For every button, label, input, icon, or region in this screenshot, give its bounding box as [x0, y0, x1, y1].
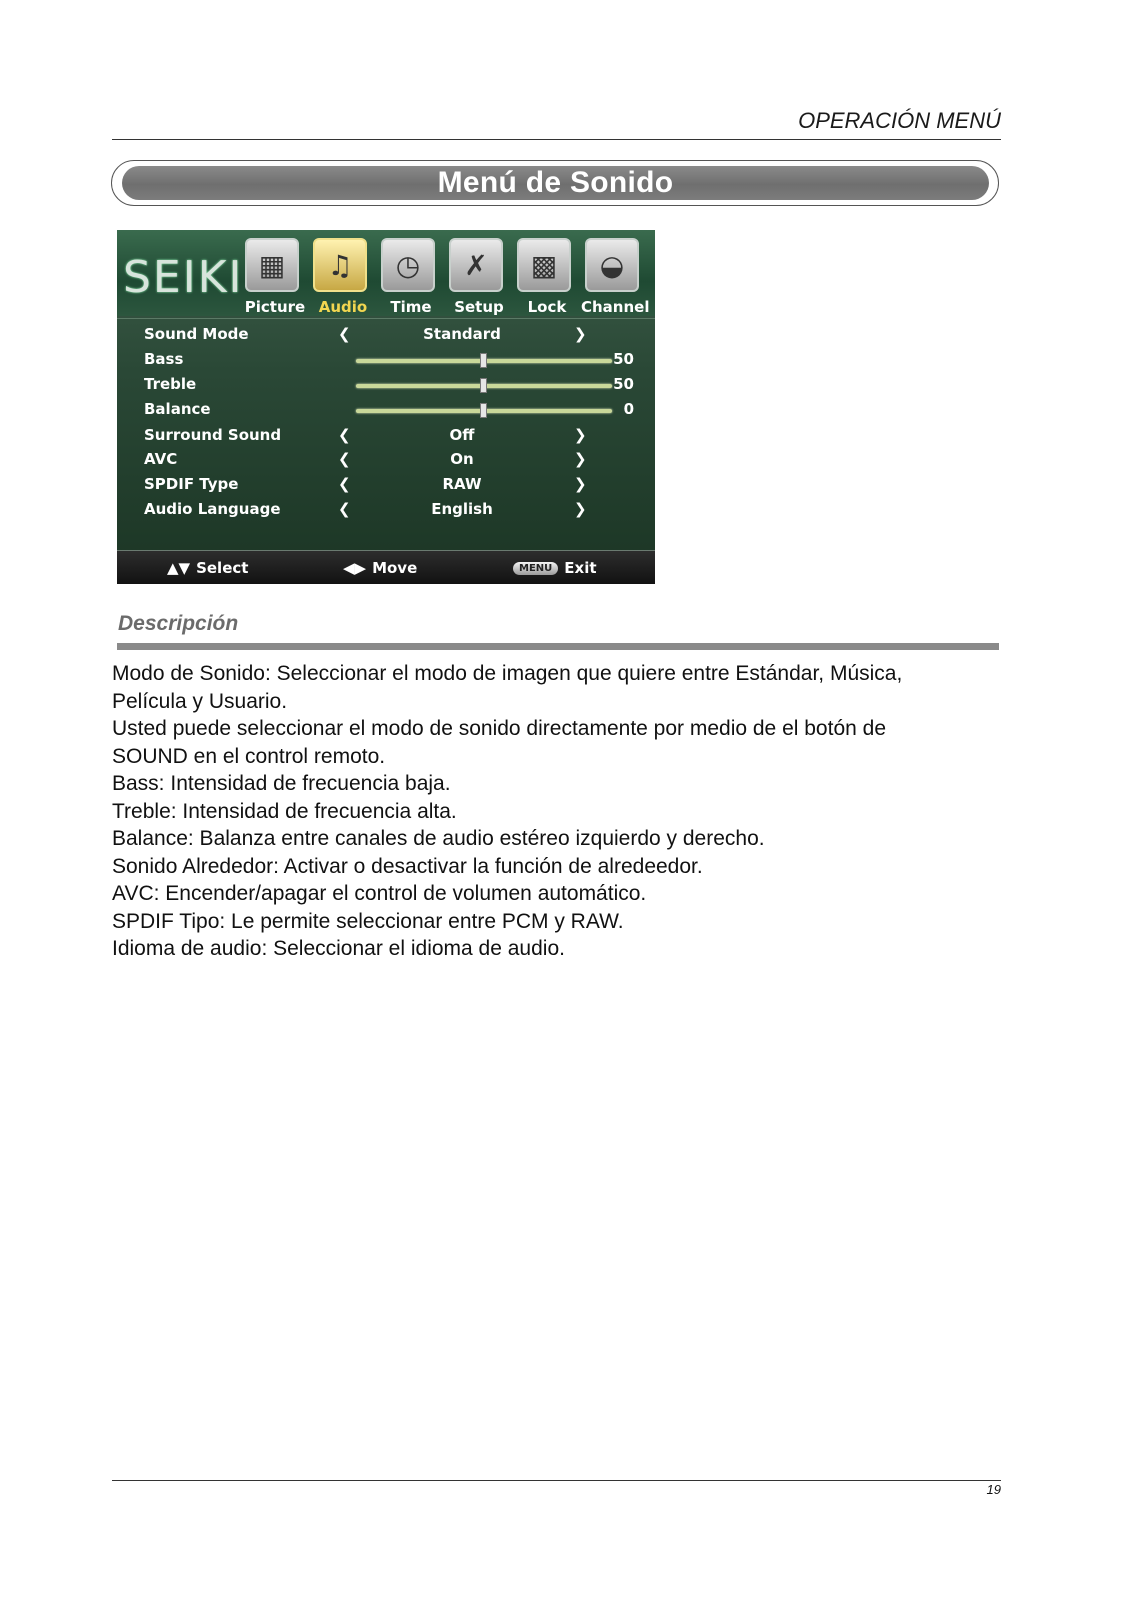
avc-label: AVC [144, 450, 178, 468]
description-line: Balance: Balanza entre canales de audio estéreo izquierdo y derecho. [112, 827, 765, 850]
tab-audio[interactable]: Audio [318, 298, 368, 316]
satellite-dish-icon[interactable]: ◒ [585, 238, 639, 292]
audio-language-label: Audio Language [144, 500, 281, 518]
bass-slider[interactable] [356, 359, 612, 363]
sound-mode-row[interactable] [144, 325, 634, 347]
description-line: Modo de Sonido: Seleccionar el modo de imagen que quiere entre Estándar, Música, [112, 662, 903, 685]
sound-mode-value: Standard [423, 325, 501, 343]
description-line: Usted puede seleccionar el modo de sonido directamente por medio de el botón de [112, 717, 886, 740]
avc-row[interactable] [144, 450, 634, 472]
bass-value: 50 [613, 350, 634, 368]
treble-row[interactable] [144, 375, 634, 397]
description-line: Sonido Alrededor: Activar o desactivar la función de alredeedor. [112, 854, 703, 878]
chevron-left-icon[interactable]: ❮ [338, 325, 351, 343]
tab-picture[interactable]: Picture [244, 298, 306, 316]
clock-icon[interactable]: ◷ [381, 238, 435, 292]
audio-icon[interactable]: ♫ [313, 238, 367, 292]
chevron-left-icon[interactable]: ❮ [338, 426, 351, 444]
select-hint [167, 559, 248, 577]
menu-key-icon: MENU [513, 562, 558, 575]
lock-icon[interactable]: ▩ [517, 238, 571, 292]
chevron-left-icon[interactable]: ❮ [338, 500, 351, 518]
up-down-arrows-icon: ▲▼ [167, 559, 191, 577]
balance-slider-handle[interactable] [480, 403, 487, 418]
page-title: Menú de Sonido [437, 166, 674, 199]
chevron-right-icon[interactable]: ❯ [574, 426, 587, 444]
treble-slider[interactable] [356, 384, 612, 388]
chevron-left-icon[interactable]: ❮ [338, 450, 351, 468]
osd-hint-bar [117, 550, 655, 584]
select-hint-label: Select [196, 559, 249, 577]
treble-value: 50 [613, 375, 634, 393]
treble-label: Treble [144, 375, 197, 393]
move-hint [343, 559, 417, 577]
osd-divider [117, 318, 655, 319]
description-line: AVC: Encender/apagar el control de volumen automático. [112, 882, 647, 905]
page-number: 19 [986, 1482, 1001, 1497]
chevron-left-icon[interactable]: ❮ [338, 475, 351, 493]
exit-hint [513, 559, 597, 577]
section-title: OPERACIÓN MENÚ [798, 108, 1001, 133]
menu-banner-fill [122, 166, 989, 200]
tab-time[interactable]: Time [390, 298, 432, 316]
chevron-right-icon[interactable]: ❯ [574, 450, 587, 468]
balance-slider[interactable] [356, 409, 612, 413]
move-hint-label: Move [372, 559, 418, 577]
footer-divider [112, 1480, 1001, 1481]
surround-sound-label: Surround Sound [144, 426, 282, 444]
brand-logo: SEIKI [123, 252, 244, 303]
bass-slider-handle[interactable] [480, 353, 487, 368]
menu-banner [111, 160, 999, 206]
picture-icon[interactable]: ▦ [245, 238, 299, 292]
exit-hint-label: Exit [564, 559, 597, 577]
description-line: Idioma de audio: Seleccionar el idioma de audio. [112, 937, 565, 960]
description-line: Bass: Intensidad de frecuencia baja. [112, 772, 451, 795]
balance-row[interactable] [144, 400, 634, 422]
treble-slider-handle[interactable] [480, 378, 487, 393]
surround-sound-value: Off [449, 426, 475, 444]
balance-value: 0 [623, 400, 634, 418]
bass-row[interactable] [144, 350, 634, 372]
tab-lock[interactable]: Lock [527, 298, 567, 316]
sound-mode-label: Sound Mode [144, 325, 249, 343]
description-divider [117, 643, 999, 650]
avc-value: On [450, 450, 474, 468]
spdif-type-value: RAW [442, 475, 482, 493]
spdif-type-row[interactable] [144, 475, 634, 497]
bass-label: Bass [144, 350, 184, 368]
left-right-arrows-icon: ◀▶ [343, 559, 367, 577]
description-body [112, 660, 1012, 963]
audio-osd-screenshot [117, 230, 655, 584]
osd-icon-bar [245, 238, 639, 292]
description-line: SPDIF Tipo: Le permite seleccionar entre PCM y RAW. [112, 909, 624, 933]
audio-language-row[interactable] [144, 500, 634, 522]
header-divider [112, 139, 1001, 140]
tab-setup[interactable]: Setup [454, 298, 504, 316]
description-line: Treble: Intensidad de frecuencia alta. [112, 799, 457, 823]
audio-language-value: English [431, 500, 493, 518]
spdif-type-label: SPDIF Type [144, 475, 239, 493]
surround-sound-row[interactable] [144, 426, 634, 448]
tools-icon[interactable]: ✗ [449, 238, 503, 292]
chevron-right-icon[interactable]: ❯ [574, 475, 587, 493]
description-line: SOUND en el control remoto. [112, 744, 386, 768]
chevron-right-icon[interactable]: ❯ [574, 500, 587, 518]
balance-label: Balance [144, 400, 211, 418]
description-line: Película y Usuario. [112, 689, 288, 713]
osd-tabs [241, 298, 655, 316]
tab-channel[interactable]: Channel [581, 298, 650, 316]
chevron-right-icon[interactable]: ❯ [574, 325, 587, 343]
description-heading: Descripción [118, 612, 239, 635]
